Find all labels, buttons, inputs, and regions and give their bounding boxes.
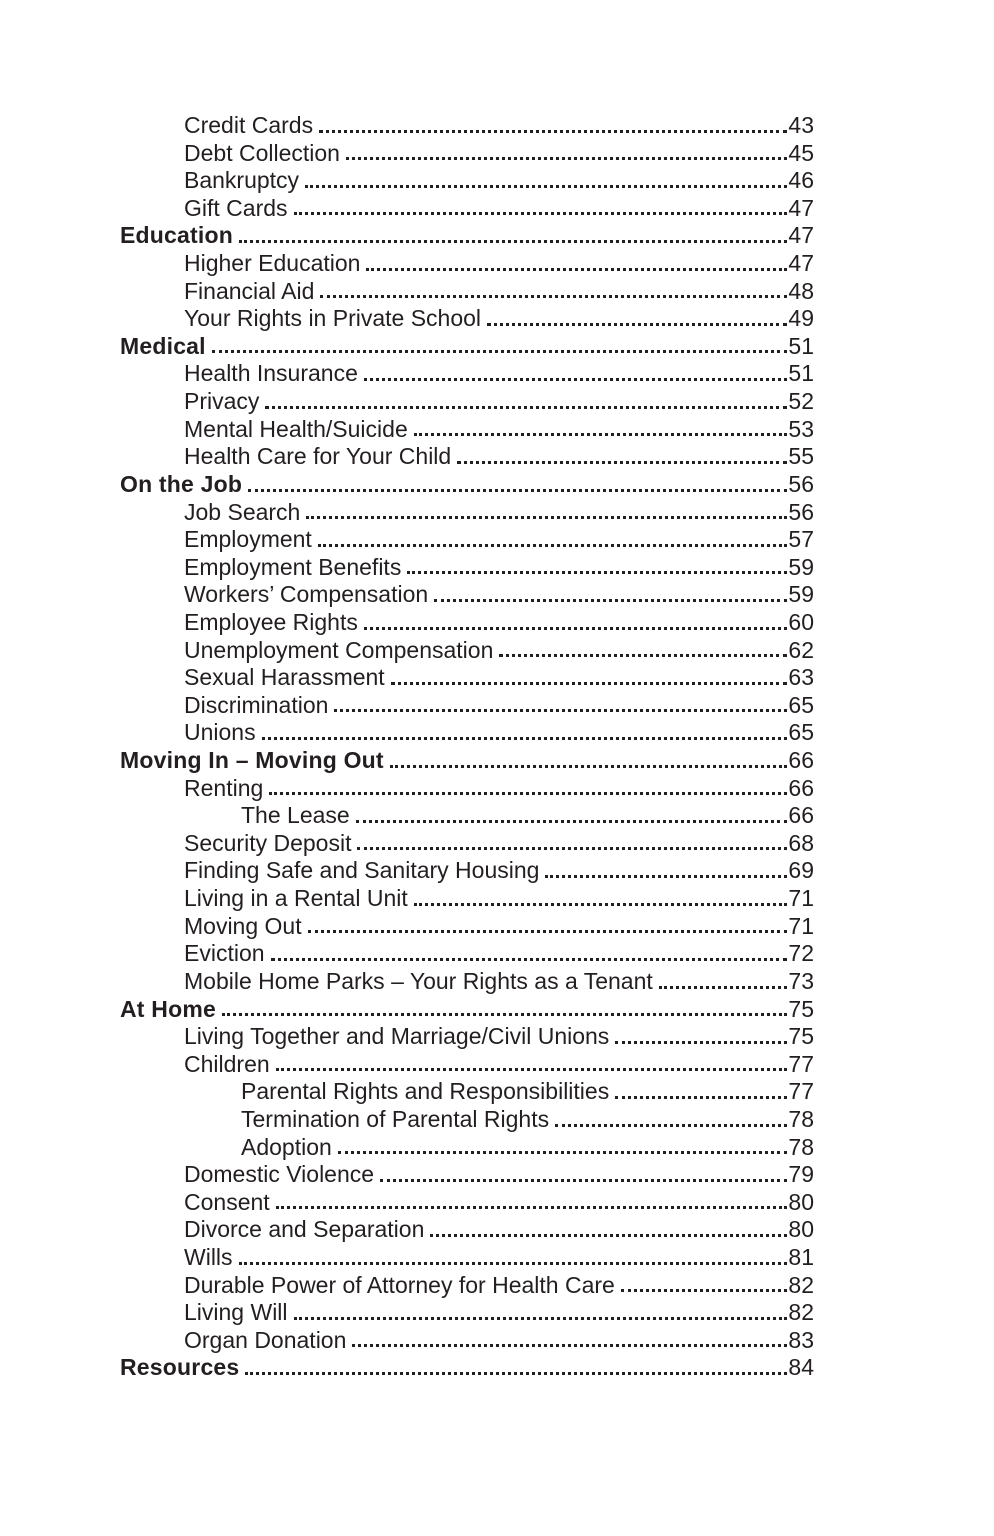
toc-entry <box>120 692 814 720</box>
toc-entry-page-number: 69 <box>788 857 814 884</box>
toc-entry-page-number: 75 <box>788 995 814 1022</box>
toc-entry-page-number: 65 <box>788 691 814 718</box>
toc-entry <box>120 581 814 609</box>
toc-entry <box>120 333 814 361</box>
toc-entry-label: Security Deposit <box>184 829 352 856</box>
toc-entry-label: Employment Benefits <box>184 553 402 580</box>
dot-leader <box>615 1041 787 1044</box>
toc-entry-label: Education <box>120 222 233 249</box>
toc-entry <box>120 1244 814 1272</box>
dot-leader <box>306 516 787 519</box>
toc-entry-page-number: 83 <box>788 1326 814 1353</box>
toc-entry <box>120 112 814 140</box>
toc-entry-page-number: 45 <box>788 139 814 166</box>
toc-entry <box>120 609 814 637</box>
toc-entry <box>120 664 814 692</box>
toc-entry-page-number: 62 <box>788 636 814 663</box>
toc-entry-label: Durable Power of Attorney for Health Care <box>184 1271 615 1298</box>
dot-leader <box>391 682 788 685</box>
dot-leader <box>545 875 787 878</box>
toc-entry <box>120 416 814 444</box>
toc-entry-label: Job Search <box>184 498 301 525</box>
toc-entry-label: Termination of Parental Rights <box>241 1105 550 1132</box>
dot-leader <box>276 1068 788 1071</box>
dot-leader <box>390 765 788 768</box>
toc-entry <box>120 195 814 223</box>
dot-leader <box>346 157 787 160</box>
toc-entry-page-number: 47 <box>788 222 814 249</box>
toc-entry <box>120 885 814 913</box>
dot-leader <box>555 1124 787 1127</box>
toc-entry <box>120 940 814 968</box>
toc-entry <box>120 913 814 941</box>
dot-leader <box>276 1206 788 1209</box>
toc-entry-page-number: 73 <box>788 967 814 994</box>
toc-entry-page-number: 71 <box>788 885 814 912</box>
dot-leader <box>319 130 787 133</box>
toc-entry-page-number: 65 <box>788 719 814 746</box>
dot-leader <box>245 1372 787 1375</box>
dot-leader <box>318 544 788 547</box>
toc-entry-label: Consent <box>184 1188 270 1215</box>
toc-entry <box>120 140 814 168</box>
toc-entry-label: Medical <box>120 332 206 359</box>
dot-leader <box>364 378 788 381</box>
toc-entry <box>120 471 814 499</box>
dot-leader <box>338 1151 788 1154</box>
toc-entry-label: Organ Donation <box>184 1326 347 1353</box>
dot-leader <box>621 1289 788 1292</box>
toc-entry <box>120 1299 814 1327</box>
toc-entry <box>120 388 814 416</box>
dot-leader <box>294 1317 788 1320</box>
toc-entry <box>120 775 814 803</box>
toc-entry-label: Debt Collection <box>184 139 340 166</box>
toc-entry-page-number: 55 <box>788 443 814 470</box>
dot-leader <box>222 1013 787 1016</box>
toc-entry-page-number: 46 <box>788 167 814 194</box>
dot-leader <box>430 1234 787 1237</box>
toc-entry-page-number: 72 <box>788 940 814 967</box>
dot-leader <box>212 350 788 353</box>
toc-entry-page-number: 82 <box>788 1299 814 1326</box>
dot-leader <box>239 240 787 243</box>
toc-entry <box>120 1023 814 1051</box>
toc-entry-page-number: 51 <box>788 360 814 387</box>
toc-entry <box>120 802 814 830</box>
toc-entry-page-number: 47 <box>788 250 814 277</box>
toc-entry-label: Health Care for Your Child <box>184 443 452 470</box>
dot-leader <box>364 627 788 630</box>
toc-entry <box>120 857 814 885</box>
toc-entry <box>120 1354 814 1382</box>
toc-entry-page-number: 77 <box>788 1050 814 1077</box>
toc-entry-page-number: 56 <box>788 498 814 525</box>
toc-entry-label: Parental Rights and Responsibilities <box>241 1078 610 1105</box>
toc-entry <box>120 1051 814 1079</box>
toc-entry <box>120 719 814 747</box>
toc-entry-label: Employment <box>184 526 312 553</box>
toc-entry-page-number: 77 <box>788 1078 814 1105</box>
toc-entry-page-number: 51 <box>788 332 814 359</box>
dot-leader <box>380 1179 787 1182</box>
table-of-contents <box>120 112 814 1382</box>
toc-entry-page-number: 43 <box>788 112 814 138</box>
toc-entry-label: Bankruptcy <box>184 167 300 194</box>
toc-entry-label: Finding Safe and Sanitary Housing <box>184 857 540 884</box>
toc-entry <box>120 830 814 858</box>
toc-entry-label: Privacy <box>184 388 260 415</box>
toc-entry-page-number: 81 <box>788 1243 814 1270</box>
toc-entry <box>120 1106 814 1134</box>
dot-leader <box>366 268 787 271</box>
dot-leader <box>239 1262 788 1265</box>
toc-entry <box>120 1161 814 1189</box>
toc-entry-label: Gift Cards <box>184 194 288 221</box>
toc-entry-page-number: 66 <box>788 747 814 774</box>
toc-entry <box>120 1272 814 1300</box>
toc-entry-label: Moving In – Moving Out <box>120 747 384 774</box>
toc-entry-page-number: 49 <box>788 305 814 332</box>
toc-entry-label: Renting <box>184 774 264 801</box>
dot-leader <box>334 709 787 712</box>
dot-leader <box>305 185 787 188</box>
toc-entry-page-number: 59 <box>788 581 814 608</box>
dot-leader <box>414 903 788 906</box>
toc-entry-label: Living in a Rental Unit <box>184 885 408 912</box>
toc-entry-label: Workers’ Compensation <box>184 581 429 608</box>
toc-entry <box>120 222 814 250</box>
toc-entry-page-number: 53 <box>788 415 814 442</box>
toc-entry-page-number: 78 <box>788 1105 814 1132</box>
toc-entry-label: Domestic Violence <box>184 1161 375 1188</box>
dot-leader <box>271 958 788 961</box>
toc-entry <box>120 360 814 388</box>
dot-leader <box>265 406 787 409</box>
toc-entry-label: Discrimination <box>184 691 329 718</box>
toc-entry-page-number: 82 <box>788 1271 814 1298</box>
dot-leader <box>434 599 787 602</box>
toc-entry-label: Mobile Home Parks – Your Rights as a Tenant <box>184 967 653 994</box>
toc-entry-label: Unemployment Compensation <box>184 636 494 663</box>
toc-entry <box>120 1134 814 1162</box>
toc-entry-page-number: 56 <box>788 470 814 497</box>
dot-leader <box>659 986 788 989</box>
toc-entry-label: The Lease <box>241 802 350 829</box>
dot-leader <box>615 1096 787 1099</box>
toc-entry <box>120 554 814 582</box>
toc-entry <box>120 250 814 278</box>
toc-entry-label: Your Rights in Private School <box>184 305 482 332</box>
toc-entry <box>120 305 814 333</box>
dot-leader <box>248 489 787 492</box>
toc-entry-label: Adoption <box>241 1133 332 1160</box>
toc-entry-label: Living Will <box>184 1299 288 1326</box>
toc-entry-label: Mental Health/Suicide <box>184 415 408 442</box>
dot-leader <box>320 295 787 298</box>
toc-entry-page-number: 60 <box>788 608 814 635</box>
toc-entry-page-number: 80 <box>788 1216 814 1243</box>
toc-entry-label: Higher Education <box>184 250 361 277</box>
toc-entry-label: Financial Aid <box>184 277 315 304</box>
toc-entry-page-number: 52 <box>788 388 814 415</box>
toc-entry-page-number: 66 <box>788 774 814 801</box>
toc-entry-label: Moving Out <box>184 912 302 939</box>
toc-entry <box>120 996 814 1024</box>
toc-entry-page-number: 57 <box>788 526 814 553</box>
dot-leader <box>356 820 788 823</box>
toc-entry-page-number: 75 <box>788 1023 814 1050</box>
toc-entry <box>120 278 814 306</box>
toc-entry-page-number: 66 <box>788 802 814 829</box>
dot-leader <box>352 1344 787 1347</box>
toc-entry-label: Health Insurance <box>184 360 358 387</box>
toc-entry-page-number: 48 <box>788 277 814 304</box>
toc-entry-label: Resources <box>120 1354 240 1381</box>
toc-entry-page-number: 59 <box>788 553 814 580</box>
toc-entry-page-number: 68 <box>788 829 814 856</box>
toc-entry-page-number: 47 <box>788 194 814 221</box>
dot-leader <box>294 212 788 215</box>
toc-entry <box>120 1189 814 1217</box>
dot-leader <box>262 737 788 740</box>
toc-entry-label: Wills <box>184 1243 233 1270</box>
toc-entry-label: On the Job <box>120 470 243 497</box>
toc-entry-label: Children <box>184 1050 270 1077</box>
toc-entry <box>120 443 814 471</box>
toc-entry-label: At Home <box>120 995 216 1022</box>
toc-entry-label: Sexual Harassment <box>184 664 385 691</box>
dot-leader <box>407 571 787 574</box>
toc-entry-page-number: 80 <box>788 1188 814 1215</box>
dot-leader <box>414 433 788 436</box>
toc-entry-page-number: 63 <box>788 664 814 691</box>
toc-entry <box>120 167 814 195</box>
toc-entry-label: Unions <box>184 719 256 746</box>
toc-entry-page-number: 78 <box>788 1133 814 1160</box>
toc-entry-label: Divorce and Separation <box>184 1216 425 1243</box>
toc-entry <box>120 499 814 527</box>
toc-entry <box>120 747 814 775</box>
toc-entry-page-number: 84 <box>788 1354 814 1381</box>
toc-entry <box>120 526 814 554</box>
dot-leader <box>357 847 787 850</box>
dot-leader <box>457 461 787 464</box>
toc-entry-label: Credit Cards <box>184 112 314 138</box>
toc-entry-page-number: 71 <box>788 912 814 939</box>
toc-entry <box>120 637 814 665</box>
toc-entry-label: Eviction <box>184 940 265 967</box>
toc-entry-label: Employee Rights <box>184 608 358 635</box>
toc-entry-label: Living Together and Marriage/Civil Unions <box>184 1023 610 1050</box>
toc-entry <box>120 1216 814 1244</box>
toc-entry <box>120 1327 814 1355</box>
dot-leader <box>487 323 787 326</box>
dot-leader <box>269 792 787 795</box>
dot-leader <box>308 930 788 933</box>
dot-leader <box>499 654 787 657</box>
toc-entry <box>120 1078 814 1106</box>
toc-entry-page-number: 79 <box>788 1161 814 1188</box>
toc-entry <box>120 968 814 996</box>
